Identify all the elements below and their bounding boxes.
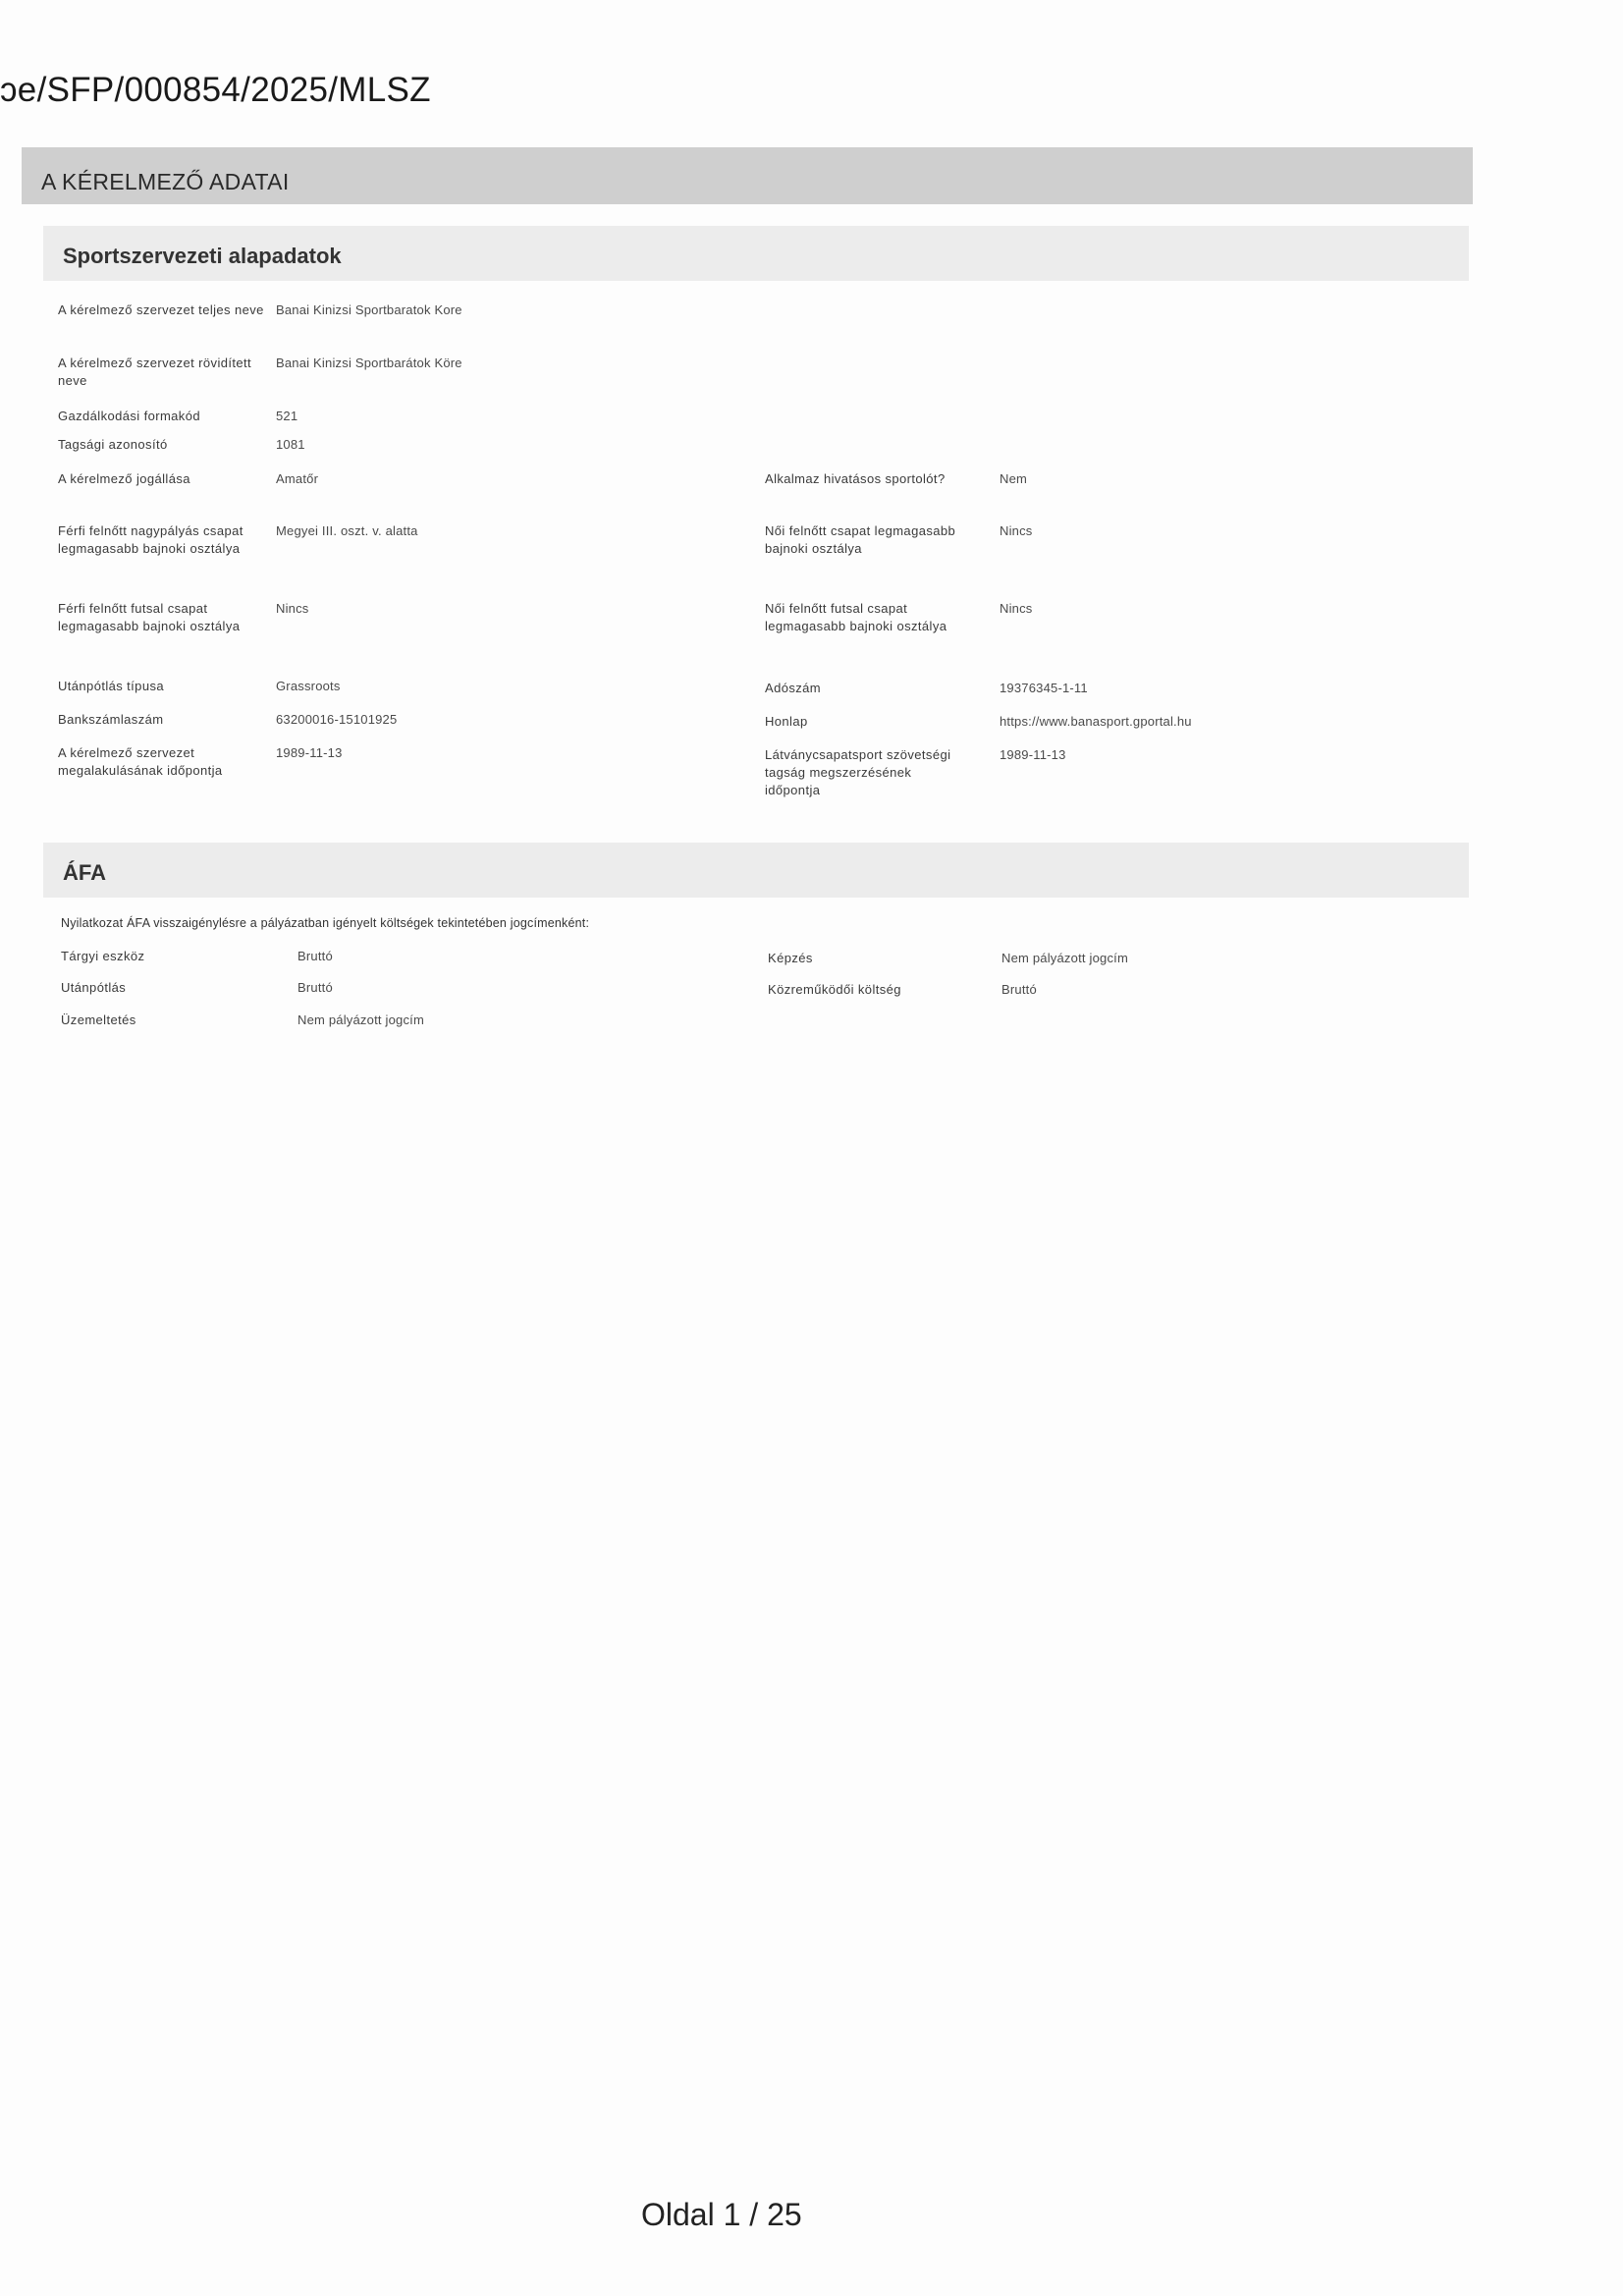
field-label: Gazdálkodási formakód (58, 409, 200, 423)
section-header (22, 147, 1473, 204)
field-label: A kérelmező szervezet teljes neve (58, 302, 264, 317)
field-label: A kérelmező szervezet rövidített neve (58, 355, 252, 388)
field-label: Férfi felnőtt nagypályás csapat legmagasabb bajnoki osztálya (58, 523, 243, 556)
field-label: Női felnőtt csapat legmagasabb bajnoki osztálya (765, 523, 956, 556)
field-value: Nincs (1000, 601, 1033, 616)
field-label: Adószám (765, 681, 821, 695)
field-label: Üzemeltetés (61, 1012, 136, 1027)
field-value: Nincs (276, 601, 309, 616)
field-value: 1989-11-13 (1000, 747, 1066, 762)
field-value: Bruttó (298, 980, 333, 995)
document-id: ɔe/SFP/000854/2025/MLSZ (0, 71, 431, 109)
field-label: Utánpótlás (61, 980, 127, 995)
field-label: Tárgyi eszköz (61, 949, 145, 963)
subsection-title-vat: ÁFA (63, 860, 106, 885)
field-value: Nincs (1000, 523, 1033, 538)
field-label: Férfi felnőtt futsal csapat legmagasabb bajnoki osztálya (58, 601, 241, 633)
field-value: 19376345-1-11 (1000, 681, 1088, 695)
field-value: Banai Kinizsi Sportbaratok Kore (276, 302, 462, 317)
field-value: Nem (1000, 471, 1028, 486)
field-value: Nem pályázott jogcím (1001, 951, 1128, 965)
field-label: A kérelmező jogállása (58, 471, 190, 486)
field-label: Képzés (768, 951, 813, 965)
field-value: 1081 (276, 437, 305, 452)
subsection-title-basic: Sportszervezeti alapadatok (63, 244, 342, 268)
field-value: 521 (276, 409, 298, 423)
field-value: 1989-11-13 (276, 745, 343, 760)
field-label: Utánpótlás típusa (58, 679, 164, 693)
field-value: Grassroots (276, 679, 341, 693)
section-title: A KÉRELMEZŐ ADATAI (41, 169, 290, 194)
field-value: https://www.banasport.gportal.hu (1000, 714, 1192, 729)
field-value: 63200016-15101925 (276, 712, 398, 727)
field-label: Közreműködői költség (768, 982, 901, 997)
subsection-header-basic (43, 226, 1469, 281)
field-value: Bruttó (1001, 982, 1037, 997)
field-value: Megyei III. oszt. v. alatta (276, 523, 418, 538)
subsection-header-vat (43, 843, 1469, 898)
field-value: Amatőr (276, 471, 319, 486)
field-value: Bruttó (298, 949, 333, 963)
field-label: Honlap (765, 714, 808, 729)
field-label: Női felnőtt futsal csapat legmagasabb bajnoki osztálya (765, 601, 947, 633)
field-label: Alkalmaz hivatásos sportolót? (765, 471, 946, 486)
vat-note: Nyilatkozat ÁFA visszaigénylésre a pályázatban igényelt költségek tekintetében jogcímenként: (61, 916, 590, 930)
field-value: Banai Kinizsi Sportbarátok Köre (276, 355, 462, 370)
field-value: Nem pályázott jogcím (298, 1012, 424, 1027)
field-label: Bankszámlaszám (58, 712, 164, 727)
page-number: Oldal 1 / 25 (641, 2197, 802, 2232)
field-label: A kérelmező szervezet megalakulásának időpontja (58, 745, 223, 778)
field-label: Tagsági azonosító (58, 437, 168, 452)
field-label: Látványcsapatsport szövetségi tagság megszerzésének időpontja (765, 747, 951, 797)
